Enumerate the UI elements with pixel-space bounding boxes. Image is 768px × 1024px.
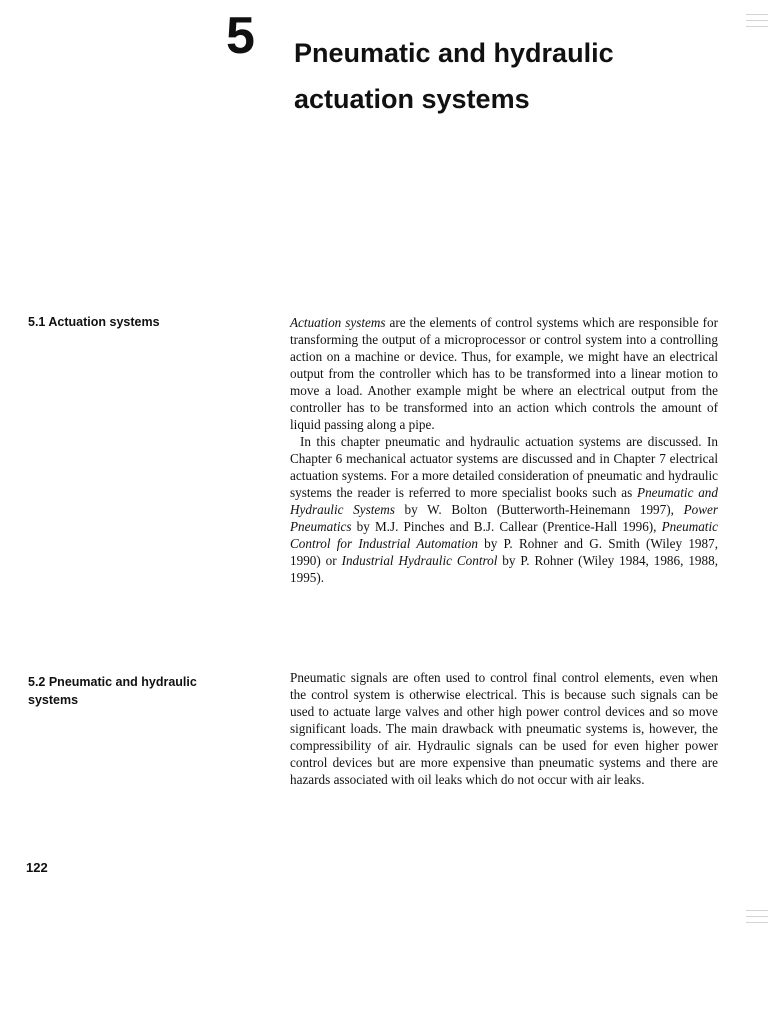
section-heading-actuation-systems: 5.1 Actuation systems xyxy=(28,315,160,329)
italic-text-run: Actuation systems xyxy=(290,315,386,330)
text-run: by P. Rohner (Wiley 1984, 1986, 1988, 1995). xyxy=(290,553,718,585)
italic-text-run: Pneumatic and Hydraulic Systems xyxy=(290,485,718,517)
paragraph xyxy=(290,669,718,788)
text-run: by M.J. Pinches and B.J. Callear (Prentice-Hall 1996), xyxy=(351,519,662,534)
scan-edge-mark xyxy=(746,910,768,911)
section-heading-pneumatic-hydraulic-systems: 5.2 Pneumatic and hydraulic systems xyxy=(28,675,197,707)
page-number: 122 xyxy=(26,860,48,875)
scan-edge-mark xyxy=(746,922,768,923)
section-body-actuation-systems xyxy=(290,314,718,586)
italic-text-run: Pneumatic Control for Industrial Automation xyxy=(290,519,718,551)
scan-edge-mark xyxy=(746,20,768,21)
section-body-pneumatic-hydraulic-systems xyxy=(290,669,718,788)
scan-edge-mark xyxy=(746,26,768,27)
chapter-number: 5 xyxy=(226,7,255,65)
chapter-title: Pneumatic and hydraulic actuation systems xyxy=(294,38,614,114)
scan-edge-mark xyxy=(746,14,768,15)
italic-text-run: Industrial Hydraulic Control xyxy=(341,553,498,568)
italic-text-run: Power Pneumatics xyxy=(290,502,718,534)
paragraph xyxy=(290,314,718,433)
paragraph xyxy=(290,433,718,586)
text-run: Pneumatic signals are often used to control final control elements, even when the control system is otherwise electrical. This is because such signals can be used to actuate large valves and other high power control devices and so move significant loads. The main drawback with pneumatic systems is, however, the compressibility of air. Hydraulic signals can be used for even higher power control devices but are more expensive than pneumatic systems and there are hazards associated with oil leaks which do not occur with air leaks. xyxy=(290,670,718,787)
text-run: are the elements of control systems which are responsible for transforming the output of a microprocessor or control system into a controlling action on a machine or device. Thus, for example, we might have an electrical output from the controller which has to be transformed into a linear motion to move a load. Another example might be where an electrical output from the controller has to be transformed into an action which controls the amount of liquid passing along a pipe. xyxy=(290,315,719,432)
text-run: by W. Bolton (Butterworth-Heinemann 1997), xyxy=(394,502,684,517)
text-run: by P. Rohner and G. Smith (Wiley 1987, 1990) or xyxy=(290,536,718,568)
scan-edge-mark xyxy=(746,916,768,917)
text-run: In this chapter pneumatic and hydraulic actuation systems are discussed. In Chapter 6 mechanical actuator systems are discussed and in Chapter 7 electrical actuation systems. For a more detailed consideration of pneumatic and hydraulic systems the reader is referred to more specialist books such as xyxy=(290,434,718,500)
